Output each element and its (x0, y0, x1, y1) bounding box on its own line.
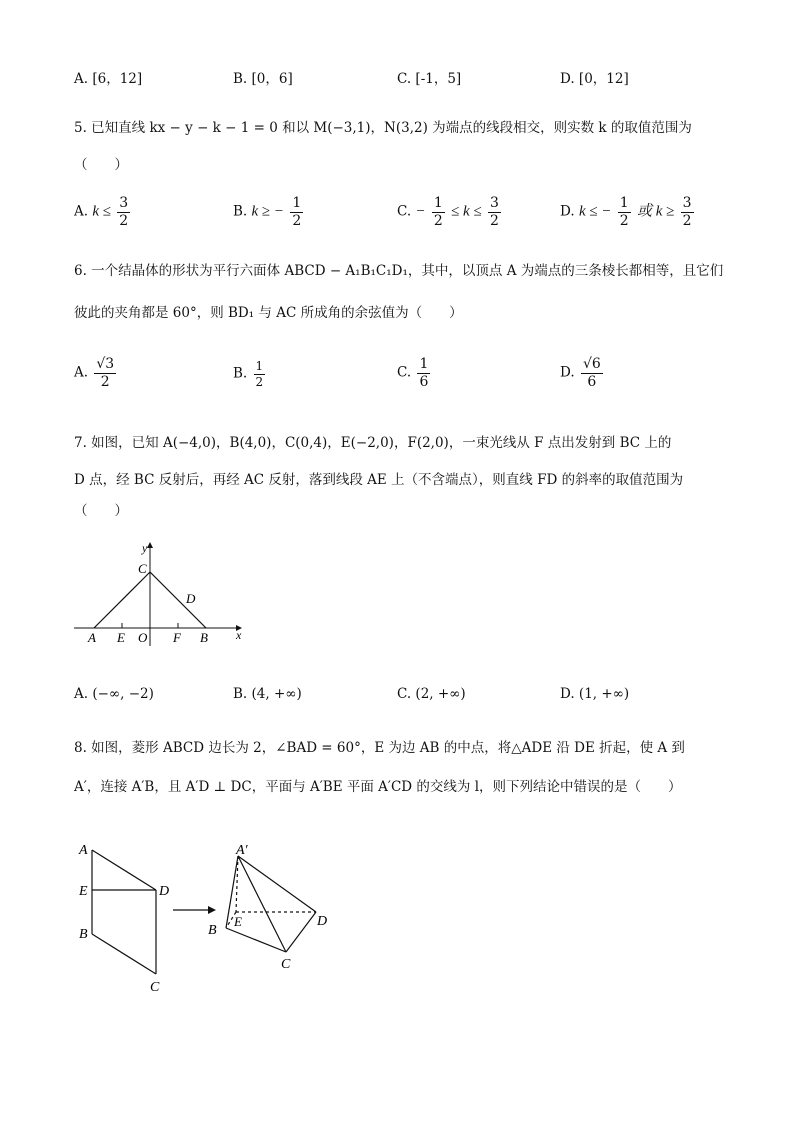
q5-option-a: A. k ≤ $\frac{3}{2}$ (74, 195, 129, 229)
q6-option-a: A. $\frac{√3}{2}$ (74, 356, 115, 390)
edge-a-d (238, 856, 316, 912)
q8-figure-right (200, 836, 340, 976)
edge-ad (92, 850, 156, 890)
q7-stem-line1: 7. 如图，已知 A(−4,0)，B(4,0)，C(0,4)，E(−2,0)，F(2,0)，一束光线从 F 点出发射到 BC 上的 (74, 435, 672, 451)
q6-option-d: D. $\frac{√6}{6}$ (560, 356, 601, 390)
label-e: E (234, 914, 242, 929)
q7-stem-line3: （ ） (74, 503, 128, 519)
q5-stem-line2: （ ） (74, 157, 128, 173)
q6-stem-line1: 6. 一个结晶体的形状为平行六面体 ABCD − A₁B₁C₁D₁，其中，以顶点 A 为端点的三条棱长都相等，且它们 (74, 263, 724, 279)
q7-figure (66, 538, 246, 650)
label-b: B (200, 630, 208, 645)
label-b: B (79, 927, 88, 942)
segment-bc (150, 572, 206, 628)
q7-option-b: B. (4, +∞) (233, 686, 302, 702)
label-c: C (138, 561, 147, 576)
q7-option-c: C. (2, +∞) (397, 686, 466, 702)
label-c: C (281, 957, 291, 972)
edge-a-c (238, 856, 286, 952)
q5-stem-line1: 5. 已知直线 kx − y − k − 1 = 0 和以 M(−3,1)，N(3,2) 为端点的线段相交，则实数 k 的取值范围为 (74, 120, 692, 136)
q4-option-b: B. [0，6] (233, 71, 293, 87)
q8-figure-left (70, 838, 180, 998)
q4-option-c: C. [-1，5] (397, 71, 462, 87)
y-axis-arrow (147, 542, 153, 548)
q8-stem-line1: 8. 如图，菱形 ABCD 边长为 2，∠BAD = 60°，E 为边 AB 的中点，将△ADE 沿 DE 折起，使 A 到 (74, 740, 685, 756)
q8-stem-line2: A′，连接 A′B，且 A′D ⊥ DC，平面与 A′BE 平面 A′CD 的交线为 l，则下列结论中错误的是（ ） (74, 779, 682, 795)
label-d: D (317, 914, 328, 929)
q6-option-b: B. $\frac{1}{2}$ (233, 359, 264, 389)
label-a: A (79, 843, 88, 858)
q6-stem-line2: 彼此的夹角都是 60°，则 BD₁ 与 AC 所成角的余弦值为（ ） (74, 305, 463, 321)
label-f: F (173, 630, 181, 645)
q7-option-d: D. (1, +∞) (560, 686, 630, 702)
q5-option-d: D. k ≤ − $\frac{1}{2}$ 或 k ≥ $\frac{3}{2}$ (560, 195, 692, 229)
label-y: y (142, 541, 148, 555)
q5-option-b: B. k ≥ − $\frac{1}{2}$ (233, 195, 302, 229)
q7-stem-line2: D 点，经 BC 反射后，再经 AC 反射，落到线段 AE 上（不含端点），则直线 FD 的斜率的取值范围为 (74, 472, 684, 488)
edge-c-d (286, 912, 316, 952)
q4-option-a: A. [6，12] (74, 71, 143, 87)
edge-b-c (226, 928, 286, 952)
q4-option-d: D. [0，12] (560, 71, 629, 87)
segment-ac (94, 572, 150, 628)
label-c: C (150, 980, 160, 995)
q7-option-a: A. (−∞, −2) (74, 686, 154, 702)
label-o: O (138, 630, 148, 645)
q6-option-c: C. $\frac{1}{6}$ (397, 356, 429, 390)
label-d: D (159, 884, 170, 899)
label-a-prime: A′ (236, 843, 248, 858)
label-x: x (236, 628, 242, 642)
label-d: D (186, 591, 196, 606)
label-a: A (88, 630, 96, 645)
label-e: E (79, 884, 88, 899)
edge-bc (92, 934, 156, 974)
q5-option-c: C. − $\frac{1}{2}$ ≤ k ≤ $\frac{3}{2}$ (397, 195, 499, 229)
label-e: E (117, 630, 125, 645)
label-b: B (208, 923, 217, 938)
